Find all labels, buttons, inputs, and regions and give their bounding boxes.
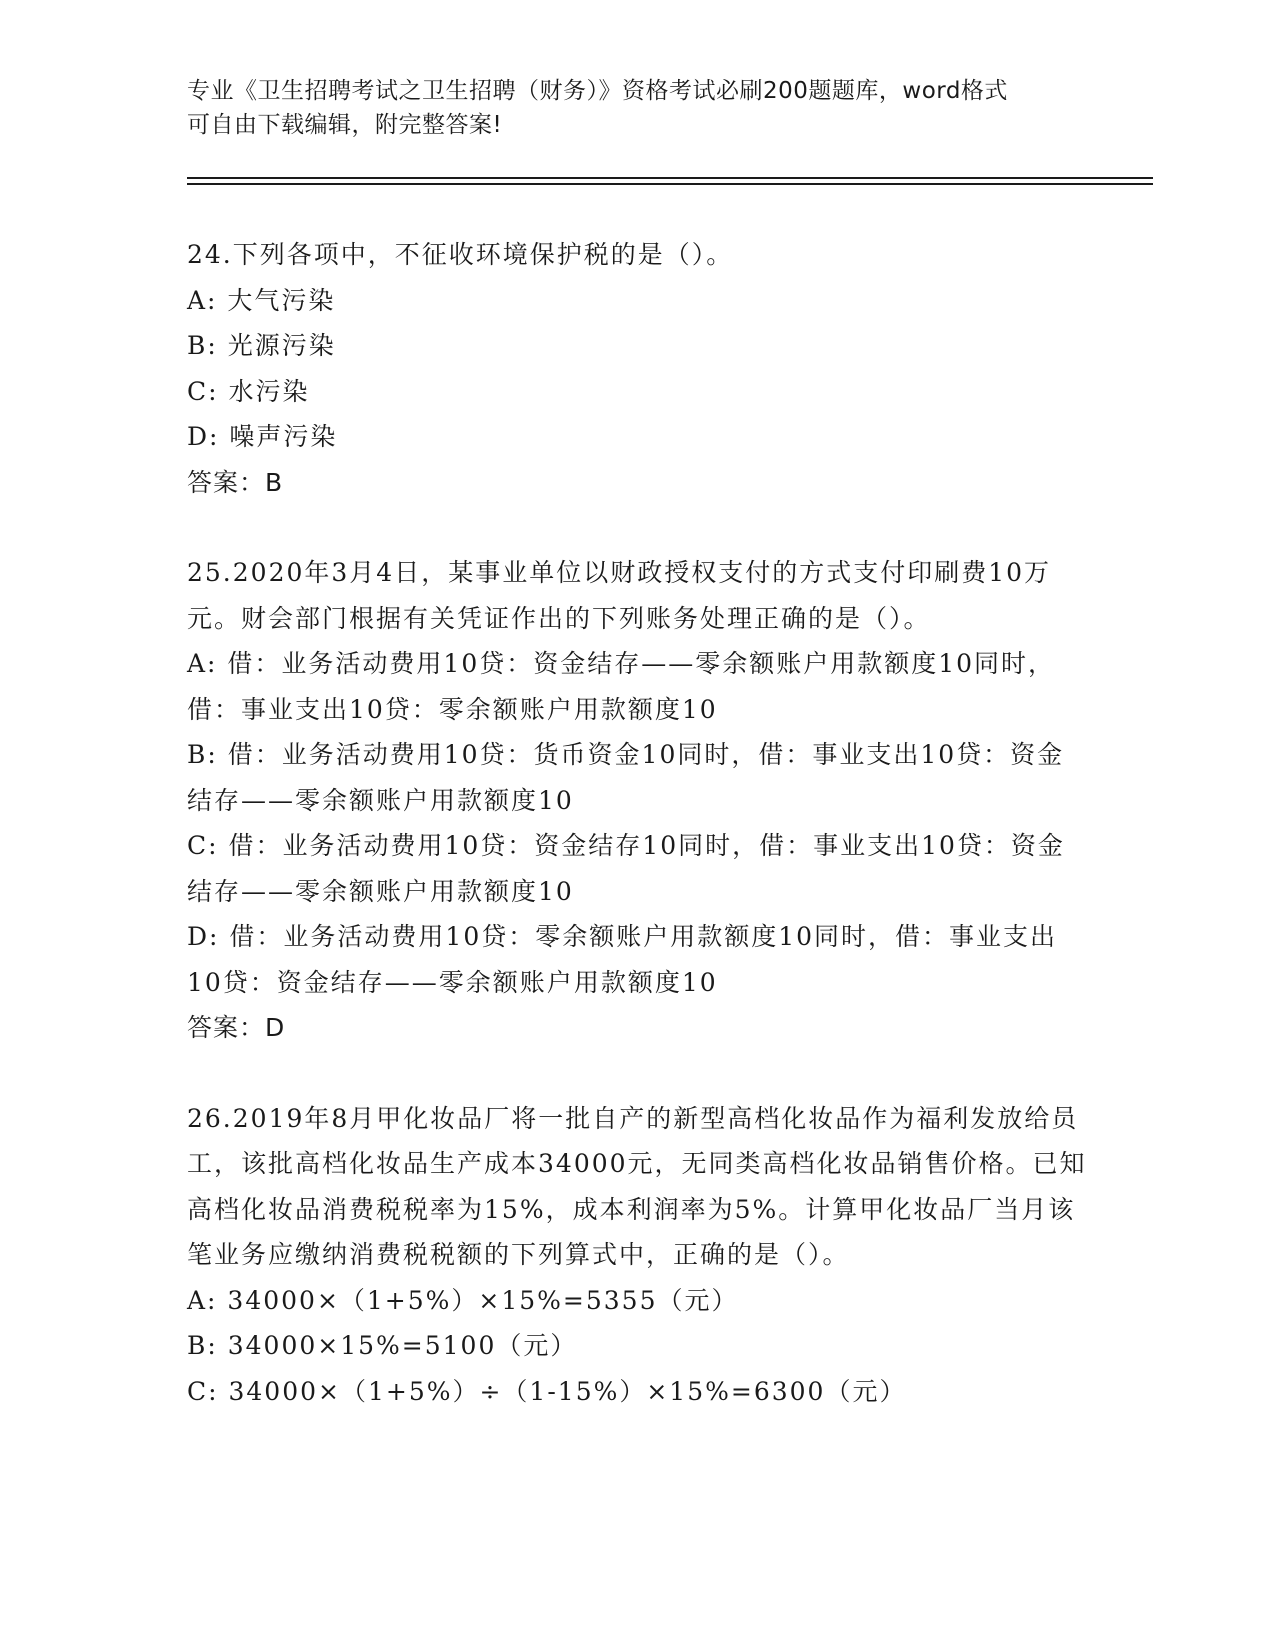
- option-c: C: 水污染: [187, 376, 310, 406]
- option-a: A: 34000×（1+5%）×15%=5355（元）: [187, 1285, 739, 1315]
- question-list: [187, 232, 1087, 1459]
- answer-label: 答案：B: [187, 467, 284, 497]
- header-divider-bottom: [187, 183, 1153, 185]
- answer-label: 答案：D: [187, 1013, 286, 1042]
- header-line-2: 可自由下载编辑，附完整答案!: [187, 112, 503, 138]
- option-c: C: 借：业务活动费用10贷：资金结存10同时，借：事业支出10贷：资金结存——零余额账户用款额度10: [187, 831, 1065, 906]
- option-b: B: 光源污染: [187, 331, 336, 360]
- option-b: B: 34000×15%=5100（元）: [187, 1331, 578, 1360]
- option-c: C: 34000×（1+5%）÷（1-15%）×15%=6300（元）: [187, 1376, 907, 1406]
- option-a: A: 大气污染: [187, 285, 336, 315]
- option-a: A: 借：业务活动费用10贷：资金结存——零余额账户用款额度10同时，借：事业支出10贷：零余额账户用款额度10: [187, 649, 1056, 724]
- question-stem: 26.2019年8月甲化妆品厂将一批自产的新型高档化妆品作为福利发放给员工，该批高档化妆品生产成本34000元，无同类高档化妆品销售价格。已知高档化妆品消费税税率为15%，成本利润率为5%。计算甲化妆品厂当月该笔业务应缴纳消费税税额的下列算式中，正确的是（）。: [187, 1103, 1087, 1269]
- question-stem: 25.2020年3月4日，某事业单位以财政授权支付的方式支付印刷费10万元。财会部门根据有关凭证作出的下列账务处理正确的是（）。: [187, 558, 1052, 633]
- option-d: D: 借：业务活动费用10贷：零余额账户用款额度10同时，借：事业支出10贷：资金结存——零余额账户用款额度10: [187, 922, 1058, 997]
- header-line-1: 专业《卫生招聘考试之卫生招聘（财务）》资格考试必刷200题题库，word格式: [187, 78, 1008, 104]
- option-d: D: 噪声污染: [187, 422, 338, 451]
- document-header: [187, 74, 1087, 142]
- option-b: B: 借：业务活动费用10贷：货币资金10同时，借：事业支出10贷：资金结存——零余额账户用款额度10: [187, 740, 1065, 815]
- question-stem: 24.下列各项中，不征收环境保护税的是（）。: [187, 240, 734, 269]
- question-25: [187, 550, 1087, 1051]
- question-26: [187, 1096, 1087, 1415]
- question-24: [187, 232, 1087, 505]
- header-divider-top: [187, 177, 1153, 179]
